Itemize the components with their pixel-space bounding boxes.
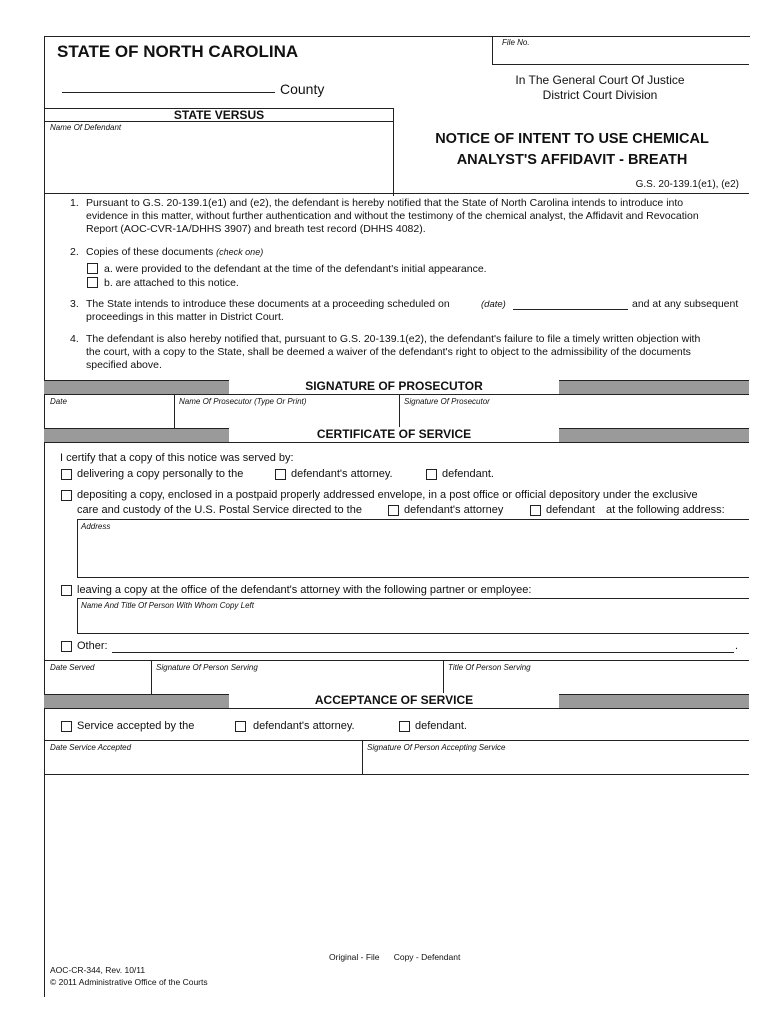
other-period: .	[735, 640, 739, 652]
checkbox-mail-defendant[interactable]	[530, 505, 541, 516]
item-2-text	[86, 246, 263, 259]
item-2a-text: a. were provided to the defendant at the time of the defendant's initial appearance.	[104, 263, 487, 275]
item-1-line1: Pursuant to G.S. 20-139.1(e1) and (e2), the defendant is hereby notified that the State of North Carolina intends to introduce into	[86, 197, 684, 209]
state-title: STATE OF NORTH CAROLINA	[57, 42, 299, 61]
opt3-bottom-line	[77, 633, 749, 634]
item-4-line2: the court, with a copy to the State, shall be deemed a waiver of the defendant's right to object to the admissibility of the documents	[86, 346, 691, 358]
county-field[interactable]	[62, 92, 275, 93]
address-field[interactable]	[79, 533, 747, 575]
opt1-defendant: defendant.	[442, 468, 494, 480]
header-divider	[492, 36, 493, 64]
prosecutor-div2	[399, 395, 400, 428]
opt1-text: delivering a copy personally to the	[77, 468, 244, 480]
item-1-line2: evidence in this matter, without further authentication and without the testimony of the chemical analyst, the Affidavit and Revocation	[86, 210, 699, 222]
address-left-line	[77, 519, 78, 577]
item-3-num: 3.	[70, 298, 79, 310]
checkbox-accepted-defendant[interactable]	[399, 721, 410, 732]
checkbox-accepted[interactable]	[61, 721, 72, 732]
item-1-line3: Report (AOC-CVR-1A/DHHS 3907) and breath test record (DHHS 4082).	[86, 223, 426, 235]
prosecutor-div1	[174, 395, 175, 428]
checkbox-other[interactable]	[61, 641, 72, 652]
acceptance-title: ACCEPTANCE OF SERVICE	[229, 693, 559, 708]
defendant-right-line	[393, 108, 394, 196]
item-2b-text: b. are attached to this notice.	[104, 277, 239, 289]
served-top-line	[44, 660, 749, 661]
file-no-label: File No.	[502, 38, 530, 47]
accept-top-line	[44, 740, 749, 741]
certificate-intro: I certify that a copy of this notice was served by:	[60, 452, 294, 464]
header-bottom-line	[44, 193, 749, 194]
item-3-line2: proceedings in this matter in District Court.	[86, 311, 284, 323]
item-2-num: 2.	[70, 246, 79, 258]
prosecutor-name-field[interactable]	[176, 407, 397, 427]
opt3-left-line	[77, 598, 78, 633]
checkbox-accepted-attorney[interactable]	[235, 721, 246, 732]
accept-bottom-line	[44, 774, 749, 775]
title-serving-label: Title Of Person Serving	[448, 663, 531, 672]
sig-accepting-field[interactable]	[364, 753, 747, 773]
served-div2	[443, 660, 444, 694]
notice-title-2: ANALYST'S AFFIDAVIT - BREATH	[456, 152, 688, 168]
prosecutor-title: SIGNATURE OF PROSECUTOR	[229, 379, 559, 394]
accept-div	[362, 740, 363, 774]
distribution-note: Original - File Copy - Defendant	[329, 952, 461, 962]
court-line2: District Court Division	[542, 88, 658, 102]
item-3-tail: and at any subsequent	[632, 298, 739, 310]
date-accepted-label: Date Service Accepted	[50, 743, 132, 752]
date-served-field[interactable]	[46, 673, 149, 693]
sig-serving-field[interactable]	[153, 673, 441, 693]
opt1-attorney: defendant's attorney.	[291, 468, 393, 480]
opt2-tail: at the following address:	[606, 504, 725, 516]
notice-title-1: NOTICE OF INTENT TO USE CHEMICAL	[435, 131, 709, 147]
copyright: © 2011 Administrative Office of the Courts	[50, 977, 208, 987]
form-number: AOC-CR-344, Rev. 10/11	[50, 965, 146, 975]
state-versus: STATE VERSUS	[173, 108, 265, 122]
opt2-defendant: defendant	[546, 504, 595, 516]
address-bottom-line	[77, 577, 749, 578]
served-div1	[151, 660, 152, 694]
prosecutor-sig-label: Signature Of Prosecutor	[404, 397, 490, 406]
checkbox-mail[interactable]	[61, 490, 72, 501]
prosecutor-date-field[interactable]	[46, 407, 172, 427]
item-4-num: 4.	[70, 333, 79, 345]
opt3-text: leaving a copy at the office of the defendant's attorney with the following partner or employee:	[77, 584, 532, 596]
checkbox-deliver[interactable]	[61, 469, 72, 480]
opt2-line2: care and custody of the U.S. Postal Service directed to the	[77, 504, 362, 516]
file-no-line	[492, 64, 749, 65]
checkbox-deliver-attorney[interactable]	[275, 469, 286, 480]
certificate-title: CERTIFICATE OF SERVICE	[229, 427, 559, 442]
item-3-date-label: (date)	[481, 299, 506, 310]
accepted-by-text: Service accepted by the	[77, 720, 195, 732]
other-label: Other:	[77, 640, 108, 652]
statute-ref: G.S. 20-139.1(e1), (e2)	[635, 179, 739, 190]
court-line1: In The General Court Of Justice	[515, 73, 685, 87]
address-top-line	[77, 519, 749, 520]
other-field[interactable]	[112, 652, 734, 653]
county-label: County	[280, 81, 325, 97]
sig-accepting-label: Signature Of Person Accepting Service	[367, 743, 506, 752]
opt3-top-line	[77, 598, 749, 599]
date-accepted-field[interactable]	[46, 753, 360, 773]
checkbox-2a[interactable]	[87, 263, 98, 274]
checkbox-mail-attorney[interactable]	[388, 505, 399, 516]
item-2-label: Copies of these documents	[86, 246, 214, 258]
prosecutor-signature-field[interactable]	[401, 407, 747, 427]
opt3-label: Name And Title Of Person With Whom Copy Left	[81, 601, 254, 610]
defendant-top-line	[44, 121, 394, 122]
item-1-num: 1.	[70, 197, 79, 209]
prosecutor-date-label: Date	[50, 397, 67, 406]
accepted-attorney: defendant's attorney.	[253, 720, 355, 732]
defendant-name-label: Name Of Defendant	[50, 123, 122, 132]
title-serving-field[interactable]	[445, 673, 747, 693]
opt3-field[interactable]	[79, 611, 747, 631]
checkbox-2b[interactable]	[87, 277, 98, 288]
accepted-defendant: defendant.	[415, 720, 467, 732]
prosecutor-name-label: Name Of Prosecutor (Type Or Print)	[179, 397, 307, 406]
item-2-note: (check one)	[216, 247, 264, 257]
checkbox-deliver-defendant[interactable]	[426, 469, 437, 480]
item-3-date-field[interactable]	[513, 309, 628, 310]
defendant-name-field[interactable]	[46, 133, 391, 193]
address-label: Address	[81, 522, 111, 531]
opt2-attorney: defendant's attorney	[404, 504, 504, 516]
checkbox-leave[interactable]	[61, 585, 72, 596]
item-4-line1: The defendant is also hereby notified that, pursuant to G.S. 20-139.1(e2), the defendant's failure to file a timely written objection with	[86, 333, 701, 345]
date-served-label: Date Served	[50, 663, 95, 672]
item-4-line3: specified above.	[86, 359, 162, 371]
item-3-text: The State intends to introduce these documents at a proceeding scheduled on	[86, 298, 450, 310]
sig-serving-label: Signature Of Person Serving	[156, 663, 258, 672]
opt2-line1: depositing a copy, enclosed in a postpaid properly addressed envelope, in a post office or official depository under the exclusive	[77, 489, 698, 501]
